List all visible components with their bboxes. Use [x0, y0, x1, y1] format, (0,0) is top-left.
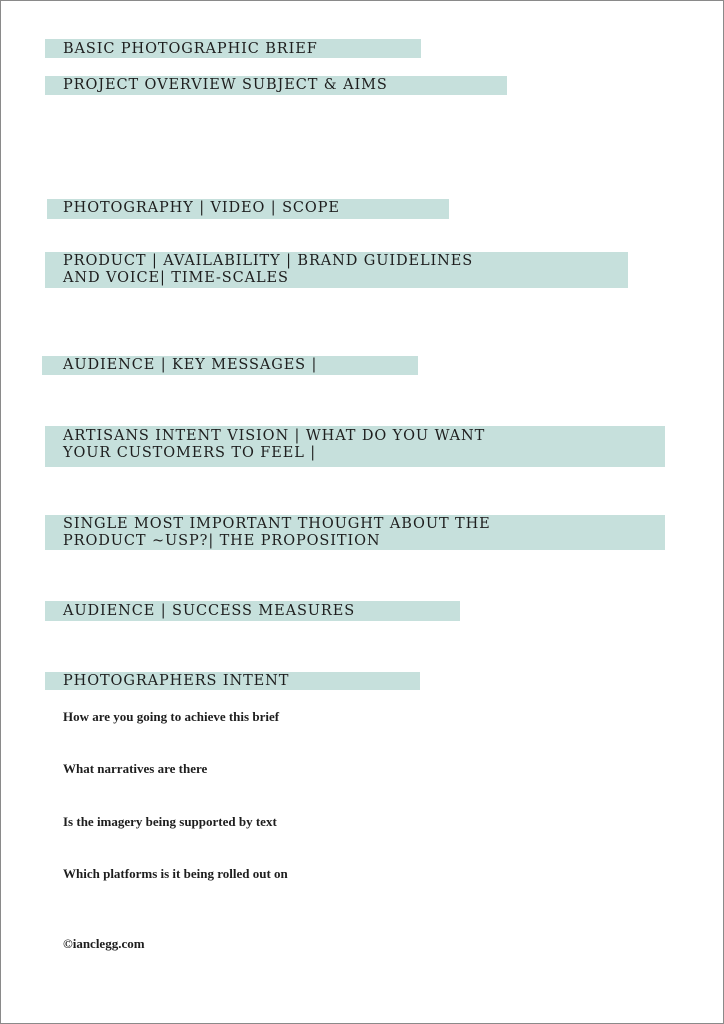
section-heading-audience-key: AUDIENCE | KEY MESSAGES | — [63, 357, 318, 373]
section-heading-product: PRODUCT | AVAILABILITY | BRAND GUIDELINES AND VOICE| TIME-SCALES — [63, 253, 474, 286]
section-heading-scope: PHOTOGRAPHY | VIDEO | SCOPE — [63, 200, 340, 216]
question-item: How are you going to achieve this brief — [63, 709, 280, 724]
section-heading-overview: PROJECT OVERVIEW SUBJECT & AIMS — [63, 77, 388, 93]
section-heading-audience-success: AUDIENCE | SUCCESS MEASURES — [63, 603, 356, 619]
section-heading-brief: BASIC PHOTOGRAPHIC BRIEF — [63, 41, 318, 57]
question-item: What narratives are there — [63, 761, 208, 776]
section-heading-photographers: PHOTOGRAPHERS INTENT — [63, 673, 290, 689]
copyright-text: ©ianclegg.com — [63, 936, 145, 951]
question-item: Is the imagery being supported by text — [63, 814, 277, 829]
question-item: Which platforms is it being rolled out on — [63, 866, 288, 881]
section-heading-thought: SINGLE MOST IMPORTANT THOUGHT ABOUT THE PRODUCT ~USP?| THE PROPOSITION — [63, 516, 491, 549]
section-heading-artisans: ARTISANS INTENT VISION | WHAT DO YOU WANT YOUR CUSTOMERS TO FEEL | — [63, 428, 486, 461]
